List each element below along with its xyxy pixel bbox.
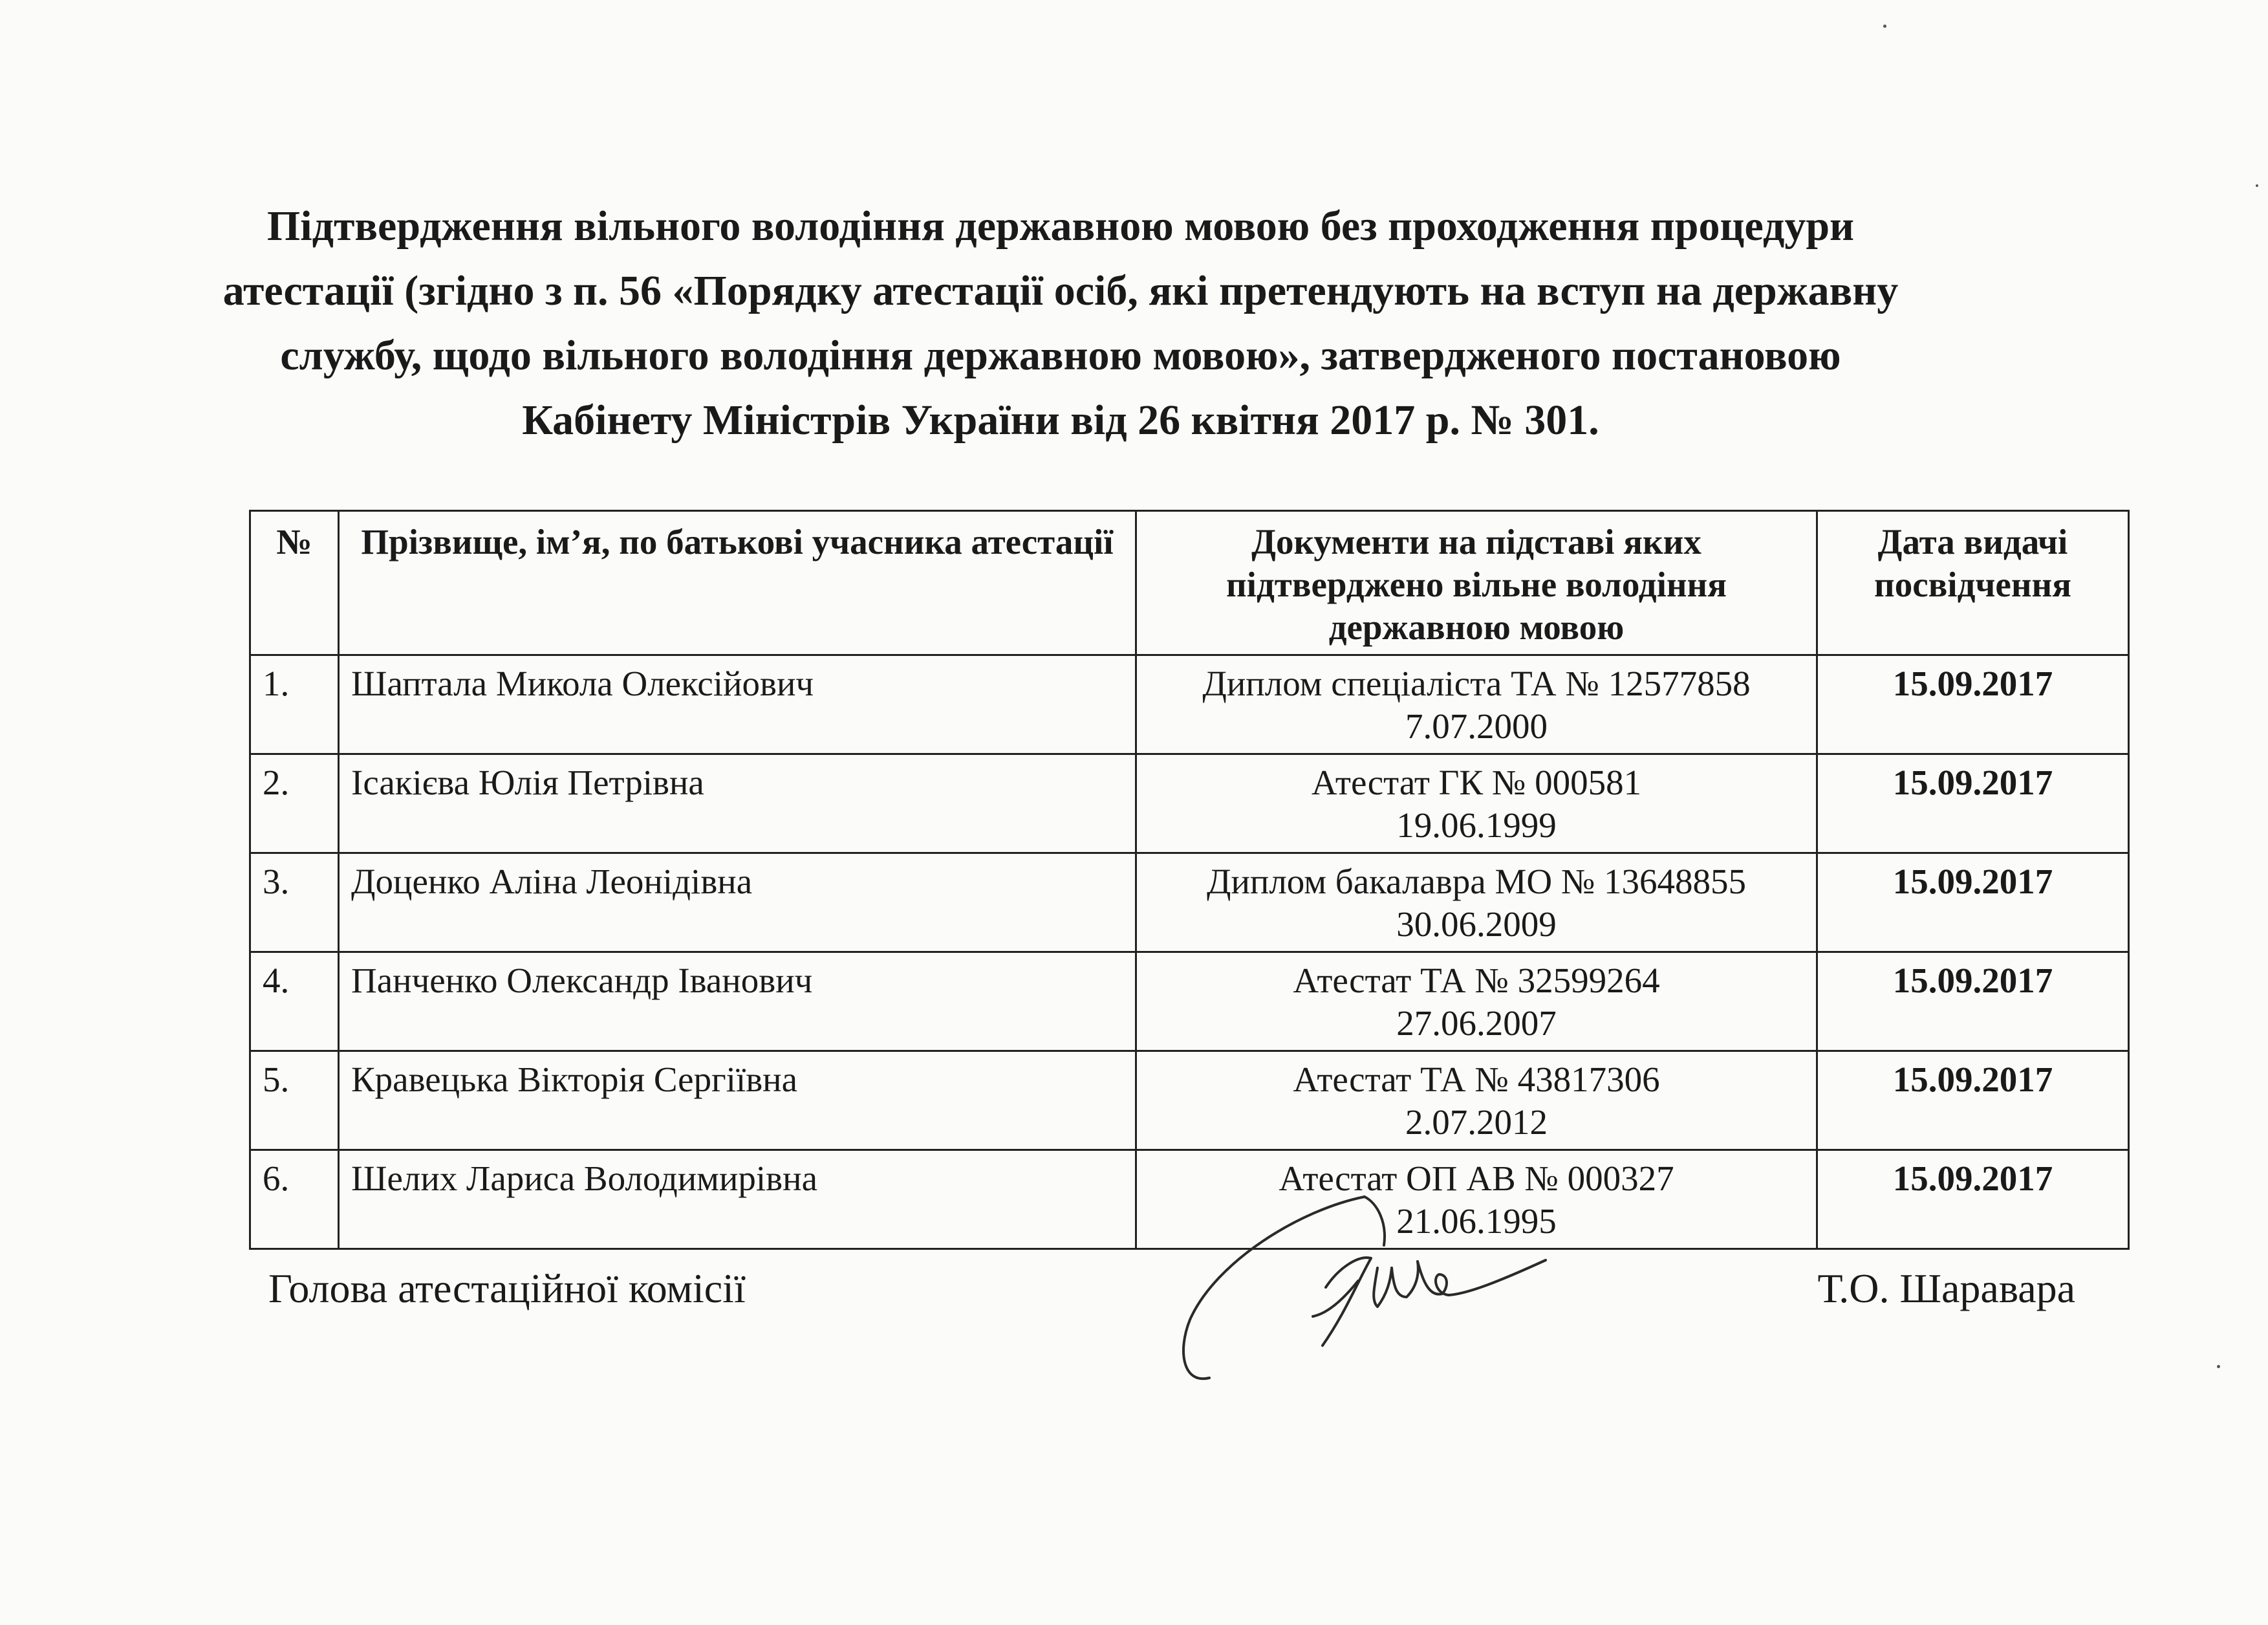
row-num: 2. [250,754,339,853]
row-date: 15.09.2017 [1817,1051,2129,1150]
row-num: 1. [250,655,339,754]
row-name: Кравецька Вікторія Сергіївна [339,1051,1136,1150]
paper-speck [2217,1365,2220,1368]
handwritten-signature-icon [1164,1184,1565,1397]
row-doc-title: Диплом спеціаліста ТА № 12577858 [1202,664,1751,703]
row-doc [1136,952,1817,1051]
table-row [250,655,2129,754]
row-doc-date: 21.06.1995 [1396,1201,1557,1241]
row-doc-title: Диплом бакалавра МО № 13648855 [1206,862,1747,901]
row-doc-date: 7.07.2000 [1405,706,1548,746]
row-doc-title: Атестат ТА № 43817306 [1293,1060,1660,1099]
table-row [250,1051,2129,1150]
row-doc-date: 30.06.2009 [1396,904,1557,944]
row-date: 15.09.2017 [1817,754,2129,853]
row-num: 5. [250,1051,339,1150]
row-date: 15.09.2017 [1817,1150,2129,1249]
title-line-3: службу, щодо вільного володіння державною мовою», затвердженого постановою [280,332,1841,379]
title-line-2: атестації (згідно з п. 56 «Порядку атестації осіб, які претендують на вступ на державну [222,267,1899,314]
row-num: 4. [250,952,339,1051]
table-row [250,754,2129,853]
title-line-4: Кабінету Міністрів України від 26 квітня 2017 р. № 301. [522,397,1599,444]
row-doc-date: 2.07.2012 [1405,1102,1548,1142]
row-doc-title: Атестат ГК № 000581 [1311,763,1642,802]
row-name: Доценко Аліна Леонідівна [339,853,1136,952]
row-date: 15.09.2017 [1817,655,2129,754]
row-doc [1136,1051,1817,1150]
row-num: 6. [250,1150,339,1249]
paper-speck [2256,184,2258,187]
table-row [250,952,2129,1051]
table-header-row [250,511,2129,655]
attestation-table [249,510,2130,1250]
header-date: Дата видачі посвідчення [1817,511,2129,655]
document-title [162,194,1960,453]
row-doc-title: Атестат ТА № 32599264 [1293,961,1660,1000]
row-date: 15.09.2017 [1817,853,2129,952]
row-doc-date: 27.06.2007 [1396,1003,1557,1043]
row-num: 3. [250,853,339,952]
row-date: 15.09.2017 [1817,952,2129,1051]
header-name: Прізвище, ім’я, по батькові учасника атестації [339,511,1136,655]
row-name: Панченко Олександр Іванович [339,952,1136,1051]
chair-name-label: Т.О. Шаравара [1817,1265,2075,1311]
row-name: Шаптала Микола Олексійович [339,655,1136,754]
row-doc [1136,754,1817,853]
title-line-1: Підтвердження вільного володіння державною мовою без проходження процедури [266,202,1855,250]
table-row [250,853,2129,952]
header-doc: Документи на підставі яких підтверджено вільне володіння державною мовою [1136,511,1817,655]
row-name: Шелих Лариса Володимирівна [339,1150,1136,1249]
paper-speck [1883,25,1886,28]
row-name: Ісакієва Юлія Петрівна [339,754,1136,853]
row-doc-title: Атестат ОП АВ № 000327 [1279,1159,1674,1198]
row-doc-date: 19.06.1999 [1396,805,1557,845]
header-num: № [250,511,339,655]
row-doc [1136,853,1817,952]
chair-position-label: Голова атестаційної комісії [268,1265,746,1311]
row-doc [1136,655,1817,754]
